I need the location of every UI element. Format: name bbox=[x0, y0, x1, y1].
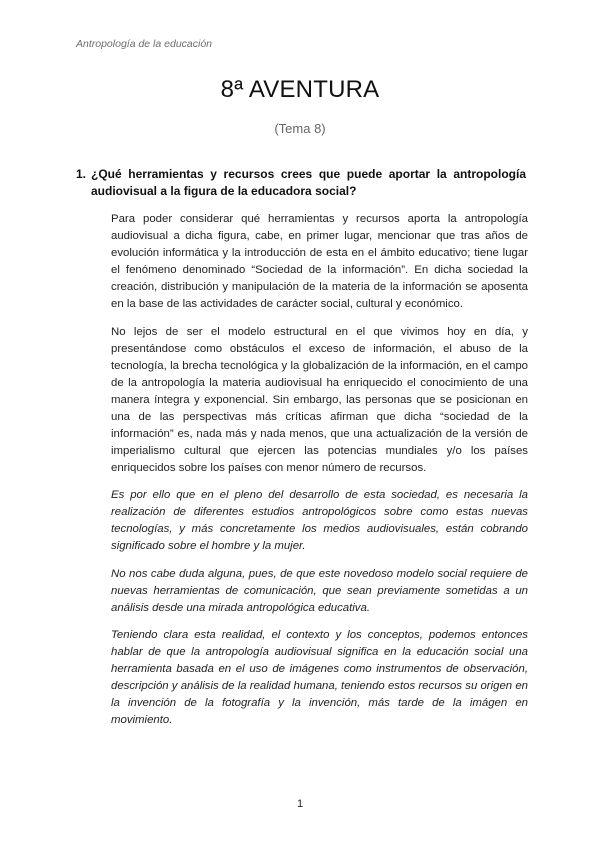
page-title: 8ª AVENTURA bbox=[220, 76, 380, 103]
running-header: Antropología de la educación bbox=[76, 38, 213, 50]
paragraph-italic: Teniendo clara esta realidad, el contexto y los conceptos, podemos entonces hablar de que la antropología audiovisual significa en la educación social una herramienta basada en el uso de imágenes como instrumentos de observación, descripción y análisis de la realidad humana, teniendo estos recursos su origen en la invención de la fotografía y la invención, más tarde de la imágen en movimiento. bbox=[111, 629, 528, 726]
answer-body bbox=[111, 211, 528, 740]
question-text: ¿Qué herramientas y recursos crees que puede aportar la antropología audiovisual a la figura de la educadora social? bbox=[91, 167, 526, 198]
paragraph: No lejos de ser el modelo estructural en el que vivimos hoy en día, y presentándose como obstáculos el exceso de información, el abuso de la tecnología, la brecha tecnológica y la globalización de la información, en el campo de la antropología la materia audiovisual ha enriquecido el conocimiento de una manera íntegra y exponencial. Sin embargo, las personas que se posicionan en una de las perspectivas más críticas afirman que dicha “sociedad de la información” es, nada más y nada menos, que una actualización de la versión de imperialismo cultural que ejercen las potencias mundiales y/o los países enriquecidos sobre los países con menor número de recursos. bbox=[111, 325, 528, 474]
question-heading bbox=[76, 166, 526, 200]
paragraph-italic: No nos cabe duda alguna, pues, de que este novedoso modelo social requiere de nuevas herramientas de comunicación, que sean previamente sometidas a un análisis desde una mirada antropológica educativa. bbox=[111, 567, 528, 614]
paragraph-italic: Es por ello que en el pleno del desarrollo de esta sociedad, es necesaria la realización de diferentes estudios antropológicos sobre como estas nuevas tecnologías, y más concretamente los medios audiovisuales, están cobrando significado sobre el hombre y la mujer. bbox=[111, 489, 528, 552]
question-number: 1. bbox=[76, 167, 87, 181]
page-number: 1 bbox=[296, 798, 304, 810]
page-subtitle: (Tema 8) bbox=[274, 121, 326, 136]
paragraph: Para poder considerar qué herramientas y recursos aporta la antropología audiovisual a dicha figura, cabe, en primer lugar, mencionar que tras años de evolución informática y la introducción de esta en el ámbito educativo; tiene lugar el fenómeno denominado “Sociedad de la información”. En dicha sociedad la creación, distribución y manipulación de la materia de la información se aposenta en la base de las actividades de carácter social, cultural y económico. bbox=[111, 213, 528, 310]
